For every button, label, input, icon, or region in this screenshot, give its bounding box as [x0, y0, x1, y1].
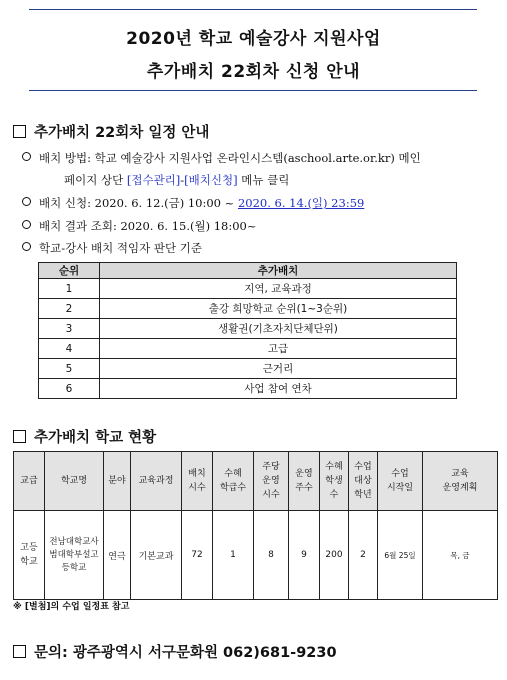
table-row: 2 출강 희망학교 순위(1~3순위)	[39, 299, 457, 319]
col-header: 교육 운영계획	[423, 452, 498, 511]
section2-heading: 추가배치 학교 현황	[13, 426, 156, 447]
col-header: 수혜 학급수	[213, 452, 254, 511]
method-line-1: 배치 방법: 학교 예술강사 지원사업 온라인시스템(aschool.arte.or.kr) 메인	[22, 150, 421, 166]
table-row: 4 고급	[39, 339, 457, 359]
section1-heading: 추가배치 22회차 일정 안내	[13, 121, 209, 142]
circle-bullet-icon	[22, 152, 31, 161]
apply-deadline: 2020. 6. 14.(일) 23:59	[237, 196, 365, 210]
circle-bullet-icon	[22, 197, 31, 206]
table-row: 1 지역, 교육과정	[39, 279, 457, 299]
top-rule	[29, 9, 477, 10]
menu-link-reception: [접수관리]	[126, 173, 181, 187]
page-title-line1: 2020년 학교 예술강사 지원사업	[126, 29, 381, 49]
table-row: 고등 학교 전남대학교사 범대학부설고 등학교 연극 기본교과 72 1 8 9 200 2 6월 25일 목, 금	[14, 511, 498, 600]
col-header: 교육과정	[131, 452, 182, 511]
school-status-table	[13, 451, 498, 600]
priority-header-criteria: 추가배치	[100, 263, 457, 279]
col-header: 교급	[14, 452, 45, 511]
priority-table	[38, 262, 457, 399]
page-title-line2: 추가배치 22회차 신청 안내	[146, 62, 361, 82]
apply-period: 배치 신청: 2020. 6. 12.(금) 10:00 ~ 2020. 6. 14.(일) 23:59	[22, 195, 364, 211]
col-header: 배치 시수	[182, 452, 213, 511]
criteria-label: 학교-강사 배치 적임자 판단 기준	[22, 240, 202, 256]
table-row: 3 생활권(기초자치단체단위)	[39, 319, 457, 339]
col-header: 분야	[104, 452, 131, 511]
circle-bullet-icon	[22, 242, 31, 251]
method-line-2: 페이지 상단 [접수관리]-[배치신청] 메뉴 클릭	[64, 173, 290, 187]
col-header: 학교명	[45, 452, 104, 511]
bottom-title-rule	[29, 90, 477, 91]
result-date: 배치 결과 조회: 2020. 6. 15.(월) 18:00~	[22, 218, 257, 234]
col-header: 주당 운영 시수	[254, 452, 289, 511]
col-header: 수업 시작일	[378, 452, 423, 511]
checkbox-square-icon	[13, 645, 26, 658]
table-row: 6 사업 참여 연차	[39, 379, 457, 399]
menu-link-apply: [배치신청]	[184, 173, 238, 187]
contact-line: 문의: 광주광역시 서구문화원 062)681-9230	[13, 641, 337, 662]
checkbox-square-icon	[13, 125, 26, 138]
col-header: 운영 주수	[289, 452, 320, 511]
table-row: 5 근거리	[39, 359, 457, 379]
footnote: ※ [별첨]의 수업 일정표 참고	[13, 602, 130, 612]
priority-header-rank: 순위	[39, 263, 100, 279]
circle-bullet-icon	[22, 220, 31, 229]
col-header: 수업 대상 학년	[349, 452, 378, 511]
checkbox-square-icon	[13, 430, 26, 443]
col-header: 수혜 학생 수	[320, 452, 349, 511]
